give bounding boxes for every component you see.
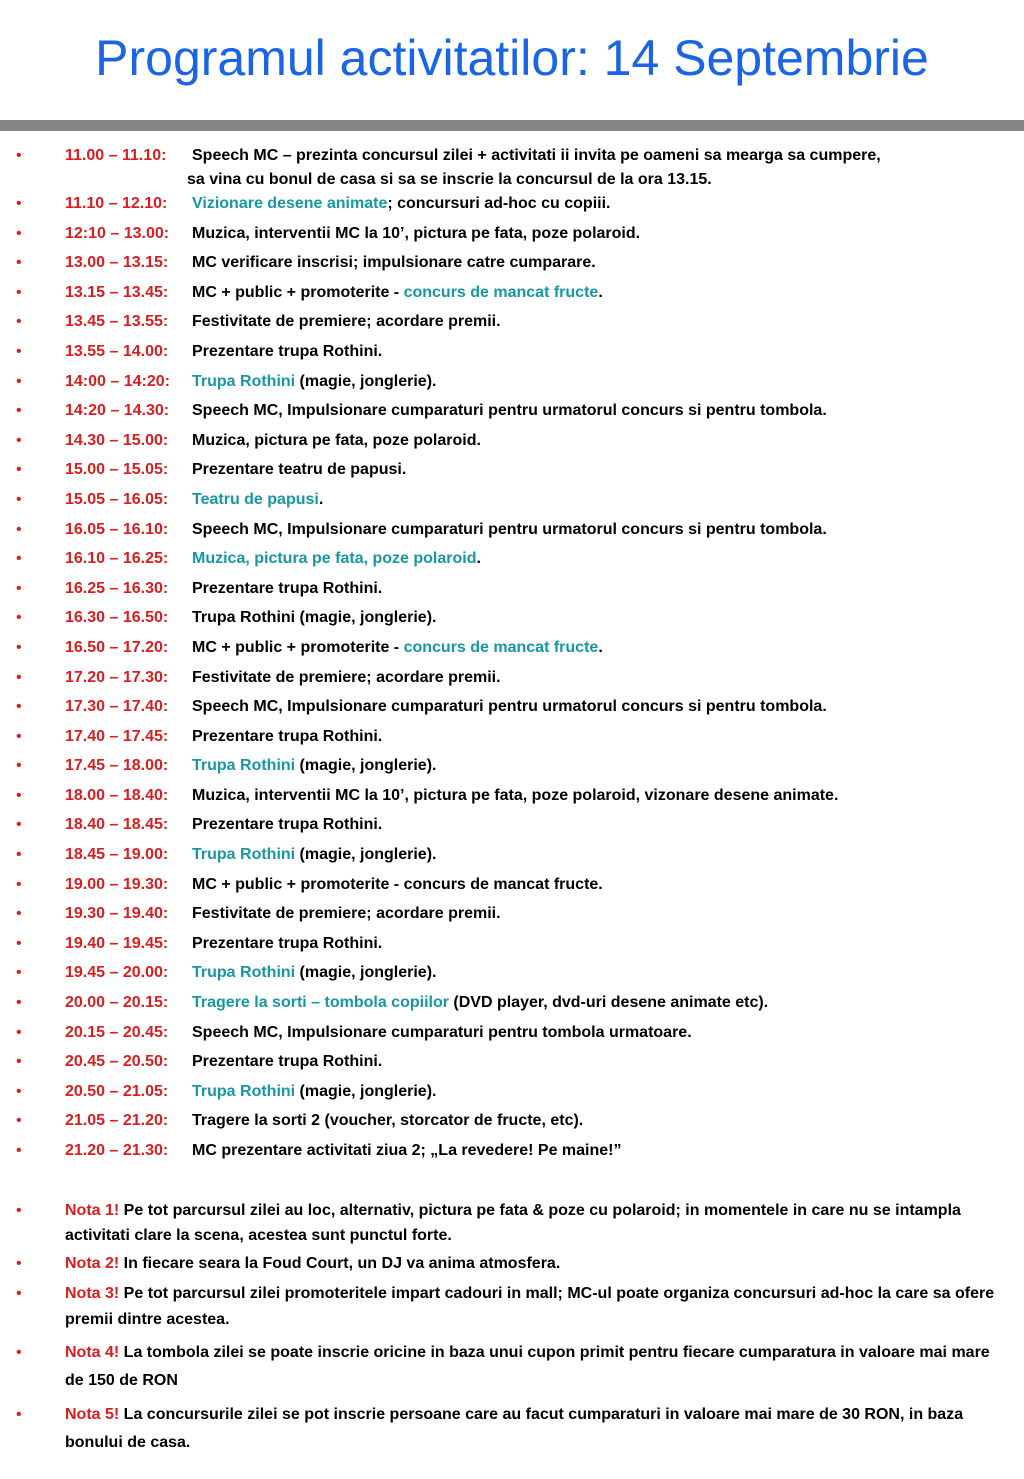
schedule-time: 14:00 – 14:20:: [65, 372, 170, 390]
schedule-item: [0, 192, 1024, 222]
schedule-description: [192, 1109, 1008, 1133]
schedule-description: [192, 518, 1008, 542]
activity-text: ; concursuri ad-hoc cu copiii.: [387, 195, 611, 212]
schedule-item: [0, 488, 1024, 518]
schedule-item: [0, 784, 1024, 814]
activity-text: Prezentare trupa Rothini.: [192, 816, 383, 834]
bullet-icon: •: [16, 254, 22, 272]
note-label: Nota 4!: [65, 1343, 120, 1361]
schedule-item: [0, 902, 1024, 932]
bullet-icon: •: [16, 224, 22, 242]
schedule-item: [0, 1109, 1024, 1139]
schedule-item: [0, 458, 1024, 488]
schedule-description: [192, 961, 1008, 985]
schedule-time: 13.00 – 13.15:: [65, 254, 169, 272]
highlighted-activity: Trupa Rothini: [192, 964, 296, 982]
highlighted-activity: concurs de mancat fructe: [403, 283, 599, 301]
activity-text: Muzica, interventii MC la 10’, pictura pe fata, poze polaroid.: [192, 224, 641, 242]
bullet-icon: •: [16, 313, 22, 331]
schedule-list: [0, 144, 1024, 1457]
bullet-icon: •: [16, 1405, 22, 1423]
schedule-description: [192, 1021, 1008, 1045]
schedule-item: [0, 518, 1024, 548]
schedule-time: 16.50 – 17.20:: [65, 638, 169, 656]
schedule-time: 15.05 – 16.05:: [65, 490, 169, 508]
schedule-item: [0, 281, 1024, 311]
schedule-description: [192, 695, 1008, 719]
schedule-time: 19.00 – 19.30:: [65, 875, 169, 893]
schedule-description: [192, 754, 1008, 778]
schedule-item: [0, 144, 1024, 192]
note-text: In fiecare seara la Foud Court, un DJ va anima atmosfera.: [119, 1254, 561, 1272]
schedule-time: 18.45 – 19.00:: [65, 846, 169, 864]
activity-text: Speech MC, Impulsionare cumparaturi pentru tombola urmatoare.: [192, 1023, 692, 1041]
schedule-item: [0, 547, 1024, 577]
activity-text: MC prezentare activitati ziua 2; „La revedere! Pe maine!”: [192, 1142, 622, 1159]
schedule-time: 18.40 – 18.45:: [65, 816, 169, 834]
schedule-item: [0, 725, 1024, 755]
schedule-time: 11.00 – 11.10:: [65, 147, 167, 164]
note-label: Nota 5!: [65, 1405, 120, 1423]
activity-text: (DVD player, dvd-uri desene animate etc).: [448, 994, 769, 1012]
bullet-icon: •: [16, 1023, 22, 1041]
schedule-time: 16.25 – 16.30:: [65, 579, 169, 597]
schedule-description: [192, 429, 1008, 453]
schedule-item: [0, 813, 1024, 843]
schedule-time: 20.15 – 20.45:: [65, 1023, 169, 1041]
bullet-icon: •: [16, 1142, 22, 1159]
schedule-time: 20.00 – 20.15:: [65, 994, 169, 1012]
bullet-icon: •: [16, 520, 22, 538]
schedule-description: [192, 991, 1008, 1015]
schedule-time: 17.40 – 17.45:: [65, 727, 169, 745]
bullet-icon: •: [16, 1254, 22, 1272]
activity-text: (magie, jonglerie).: [295, 964, 437, 982]
activity-text: Prezentare trupa Rothini.: [192, 342, 383, 360]
note-item: [0, 1339, 1024, 1395]
bullet-icon: •: [16, 698, 22, 716]
activity-text: Prezentare teatru de papusi.: [192, 461, 407, 479]
note-item: [0, 1401, 1024, 1457]
bullet-icon: •: [16, 431, 22, 449]
note-text: La concursurile zilei se pot inscrie persoane care au facut cumparaturi in valoare mai mare de 30 RON, in baza bonului de casa.: [65, 1405, 964, 1451]
bullet-icon: •: [16, 147, 22, 164]
schedule-description: [192, 370, 1008, 394]
activity-text: (magie, jonglerie).: [295, 757, 437, 775]
schedule-time: 21.20 – 21.30:: [65, 1142, 169, 1159]
highlighted-activity: Trupa Rothini: [192, 846, 296, 864]
activity-text: .: [476, 550, 481, 568]
note-item: [0, 1198, 1024, 1248]
schedule-description: [192, 636, 1008, 660]
schedule-item: [0, 1139, 1024, 1169]
activity-text: .: [598, 638, 603, 656]
schedule-description: [192, 932, 1008, 956]
activity-text: MC + public + promoterite -: [192, 638, 404, 656]
schedule-description: [192, 458, 1008, 482]
highlighted-activity: Tragere la sorti – tombola copiilor: [192, 994, 449, 1012]
bullet-icon: •: [16, 490, 22, 508]
schedule-time: 17.45 – 18.00:: [65, 757, 169, 775]
bullet-icon: •: [16, 1112, 22, 1130]
schedule-description: [192, 488, 1008, 512]
bullet-icon: •: [16, 816, 22, 834]
schedule-item: [0, 370, 1024, 400]
activity-text: Festivitate de premiere; acordare premii.: [192, 668, 501, 686]
schedule-item: [0, 932, 1024, 962]
bullet-icon: •: [16, 846, 22, 864]
activity-text: Speech MC, Impulsionare cumparaturi pentru urmatorul concurs si pentru tombola.: [192, 520, 827, 538]
bullet-icon: •: [16, 579, 22, 597]
schedule-item: [0, 961, 1024, 991]
highlighted-activity: Trupa Rothini: [192, 757, 296, 775]
activity-text: Tragere la sorti 2 (voucher, storcator de fructe, etc).: [192, 1112, 584, 1130]
schedule-item: [0, 695, 1024, 725]
activity-text: Prezentare trupa Rothini.: [192, 579, 383, 597]
schedule-description: [192, 784, 1008, 808]
activity-text: Prezentare trupa Rothini.: [192, 727, 383, 745]
schedule-item: [0, 429, 1024, 459]
schedule-description: [192, 399, 1008, 423]
activity-text: Speech MC, Impulsionare cumparaturi pentru urmatorul concurs si pentru tombola.: [192, 402, 827, 420]
schedule-time: 19.40 – 19.45:: [65, 934, 169, 952]
schedule-time: 13.55 – 14.00:: [65, 342, 169, 360]
bullet-icon: •: [16, 1343, 22, 1361]
schedule-item: [0, 1080, 1024, 1110]
schedule-description: [192, 1139, 1008, 1163]
schedule-description: [192, 192, 1008, 216]
note-label: Nota 1!: [65, 1201, 120, 1219]
activity-text: Muzica, interventii MC la 10’, pictura pe fata, poze polaroid, vizonare desene animate.: [192, 786, 839, 804]
schedule-time: 11.10 – 12.10:: [65, 195, 168, 212]
bullet-icon: •: [16, 609, 22, 627]
highlighted-activity: Trupa Rothini: [192, 372, 296, 390]
schedule-time: 19.45 – 20.00:: [65, 964, 169, 982]
schedule-item: [0, 1050, 1024, 1080]
bullet-icon: •: [16, 727, 22, 745]
schedule-description: [192, 310, 1008, 334]
schedule-time: 16.30 – 16.50:: [65, 609, 169, 627]
schedule-description: [187, 144, 1008, 192]
schedule-item: [0, 606, 1024, 636]
highlighted-activity: concurs de mancat fructe: [403, 638, 599, 656]
schedule-description: [192, 902, 1008, 926]
activity-text: MC + public + promoterite - concurs de mancat fructe.: [192, 875, 603, 893]
activity-text: Prezentare trupa Rothini.: [192, 1053, 383, 1071]
highlighted-activity: Vizionare desene animate: [192, 195, 388, 212]
activity-text: Festivitate de premiere; acordare premii.: [192, 313, 501, 331]
schedule-time: 13.15 – 13.45:: [65, 283, 169, 301]
bullet-icon: •: [16, 875, 22, 893]
activity-text: Speech MC, Impulsionare cumparaturi pentru urmatorul concurs si pentru tombola.: [192, 698, 827, 716]
bullet-icon: •: [16, 994, 22, 1012]
schedule-item: [0, 1021, 1024, 1051]
schedule-item: [0, 251, 1024, 281]
schedule-description: [192, 606, 1008, 630]
activity-text: .: [318, 490, 324, 508]
schedule-time: 16.05 – 16.10:: [65, 520, 169, 538]
schedule-description: [192, 251, 1008, 275]
schedule-item: [0, 222, 1024, 252]
activity-text: .: [598, 283, 603, 301]
schedule-description: [192, 873, 1008, 897]
schedule-item: [0, 310, 1024, 340]
activity-text: MC verificare inscrisi; impulsionare catre cumparare.: [192, 254, 596, 272]
schedule-item: [0, 843, 1024, 873]
bullet-icon: •: [16, 283, 22, 301]
schedule-item: [0, 577, 1024, 607]
schedule-time: 17.20 – 17.30:: [65, 668, 169, 686]
schedule-description: [192, 666, 1008, 690]
schedule-time: 18.00 – 18.40:: [65, 786, 169, 804]
note-item: [0, 1281, 1024, 1333]
schedule-description: [192, 843, 1008, 867]
activity-text: MC + public + promoterite -: [192, 283, 404, 301]
schedule-item: [0, 399, 1024, 429]
spacer: [0, 1169, 1024, 1198]
schedule-description: [192, 547, 1008, 571]
note-text: Pe tot parcursul zilei promoteritele impart cadouri in mall; MC-ul poate organiza concursuri ad-hoc la care sa ofere premii dintre acestea.: [65, 1284, 995, 1328]
note-label: Nota 3!: [65, 1284, 120, 1302]
activity-text: (magie, jonglerie).: [295, 846, 437, 864]
schedule-item: [0, 991, 1024, 1021]
bullet-icon: •: [16, 1284, 22, 1302]
bullet-icon: •: [16, 1201, 22, 1219]
activity-text: Prezentare trupa Rothini.: [192, 934, 383, 952]
schedule-time: 15.00 – 15.05:: [65, 461, 169, 479]
header-divider: [0, 120, 1024, 131]
bullet-icon: •: [16, 195, 22, 212]
activity-text: Festivitate de premiere; acordare premii.: [192, 905, 501, 923]
page-title: Programul activitatilor: 14 Septembrie: [95, 30, 929, 86]
bullet-icon: •: [16, 461, 22, 479]
bullet-icon: •: [16, 668, 22, 686]
bullet-icon: •: [16, 638, 22, 656]
bullet-icon: •: [16, 1053, 22, 1071]
schedule-description: [192, 813, 1008, 837]
schedule-description: [192, 222, 1008, 246]
schedule-time: 14.30 – 15.00:: [65, 431, 169, 449]
schedule-time: 16.10 – 16.25:: [65, 550, 169, 568]
activity-text: Muzica, pictura pe fata, poze polaroid.: [192, 431, 481, 449]
schedule-description: [192, 340, 1008, 364]
bullet-icon: •: [16, 372, 22, 390]
schedule-time: 13.45 – 13.55:: [65, 313, 169, 331]
bullet-icon: •: [16, 964, 22, 982]
activity-text-continued: sa vina cu bonul de casa si sa se inscrie la concursul de la ora 13.15.: [187, 171, 712, 188]
highlighted-activity: Teatru de papusi: [192, 490, 319, 508]
bullet-icon: •: [16, 786, 22, 804]
schedule-time: 14:20 – 14.30:: [65, 402, 170, 420]
schedule-item: [0, 340, 1024, 370]
highlighted-activity: Trupa Rothini: [192, 1082, 296, 1100]
highlighted-activity: Muzica, pictura pe fata, poze polaroid: [192, 550, 477, 568]
schedule-item: [0, 873, 1024, 903]
bullet-icon: •: [16, 342, 22, 360]
bullet-icon: •: [16, 1082, 22, 1100]
note-label: Nota 2!: [65, 1254, 120, 1272]
activity-text: (magie, jonglerie).: [295, 1082, 437, 1100]
activity-text: Trupa Rothini (magie, jonglerie).: [192, 609, 437, 627]
schedule-time: 19.30 – 19.40:: [65, 905, 169, 923]
schedule-item: [0, 754, 1024, 784]
activity-text: (magie, jonglerie).: [295, 372, 437, 390]
bullet-icon: •: [16, 402, 22, 420]
bullet-icon: •: [16, 905, 22, 923]
bullet-icon: •: [16, 934, 22, 952]
schedule-time: 20.50 – 21.05:: [65, 1082, 169, 1100]
schedule-time: 21.05 – 21.20:: [65, 1112, 169, 1130]
note-text: Pe tot parcursul zilei au loc, alternativ, pictura pe fata & poze cu polaroid; in momentele in care nu se intampla activitati clare la scena, acestea sunt punctul forte.: [65, 1201, 961, 1244]
schedule-description: [192, 1080, 1008, 1104]
activity-text: Speech MC – prezinta concursul zilei + activitati ii invita pe oameni sa mearga sa cumpere,: [192, 147, 881, 164]
schedule-time: 20.45 – 20.50:: [65, 1053, 169, 1071]
schedule-time: 17.30 – 17.40:: [65, 698, 169, 716]
note-item: [0, 1251, 1024, 1276]
bullet-icon: •: [16, 757, 22, 775]
schedule-description: [192, 577, 1008, 601]
schedule-description: [192, 281, 1008, 305]
note-text: La tombola zilei se poate inscrie oricine in baza unui cupon primit pentru fiecare cumparatura in valoare mai mare de 150 de RON: [65, 1343, 990, 1389]
schedule-time: 12:10 – 13.00:: [65, 224, 170, 242]
schedule-description: [192, 725, 1008, 749]
bullet-icon: •: [16, 550, 22, 568]
schedule-item: [0, 666, 1024, 696]
schedule-item: [0, 636, 1024, 666]
schedule-description: [192, 1050, 1008, 1074]
